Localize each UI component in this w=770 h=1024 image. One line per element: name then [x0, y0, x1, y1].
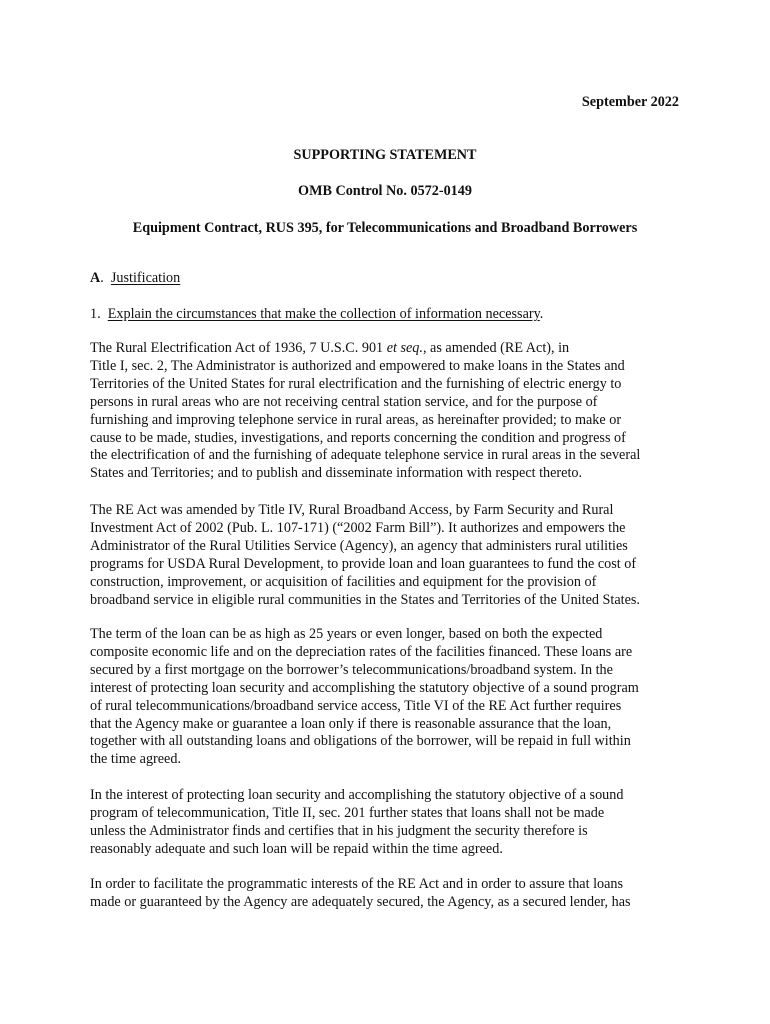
paragraph-line: The Rural Electrification Act of 1936, 7 U.S.C. 901 et seq., as amended (RE Act), in [90, 340, 570, 356]
paragraph-line: States and Territories; and to publish and disseminate information with respect thereto. [90, 465, 583, 482]
paragraph-line: The RE Act was amended by Title IV, Rural Broadband Access, by Farm Security and Rural [90, 502, 614, 518]
item-number: 1. [90, 306, 101, 322]
paragraph-line: The term of the loan can be as high as 25 years or even longer, based on both the expected [90, 626, 603, 642]
paragraph-line: cause to be made, studies, investigations, and reports concerning the condition and progress of [90, 429, 626, 446]
paragraph-line: construction, improvement, or acquisition of facilities and equipment for the provision of [90, 573, 597, 590]
paragraph-3 [90, 626, 690, 769]
paragraph-line: the electrification of and the furnishing of adequate telephone service in rural areas in the several [90, 447, 641, 464]
paragraph-line: persons in rural areas who are not receiving central station service, and for the purpose of [90, 393, 598, 410]
section-heading: A. Justification [90, 270, 181, 286]
paragraph-line: interest of protecting loan security and accomplishing the statutory objective of a sound program [90, 679, 639, 696]
paragraph-line: program of telecommunication, Title II, sec. 201 further states that loans shall not be made [90, 804, 605, 821]
paragraph-line: composite economic life and on the depreciation rates of the facilities financed. These loans are [90, 643, 633, 660]
paragraph-5 [90, 876, 690, 912]
paragraph-line: Administrator of the Rural Utilities Service (Agency), an agency that administers rural utilities [90, 537, 628, 554]
item-heading: 1. Explain the circumstances that make the collection of information necessary. [90, 306, 544, 322]
paragraph-line: Investment Act of 2002 (Pub. L. 107-171) (“2002 Farm Bill”). It authorizes and empowers the [90, 519, 626, 536]
document-subtitle: Equipment Contract, RUS 395, for Telecommunications and Broadband Borrowers [132, 220, 638, 236]
paragraph-line: In order to facilitate the programmatic interests of the RE Act and in order to assure that loans [90, 876, 624, 892]
paragraph-line: made or guaranteed by the Agency are adequately secured, the Agency, as a secured lender, has [90, 893, 631, 910]
paragraph-line: together with all outstanding loans and obligations of the borrower, will be repaid in full within [90, 733, 631, 750]
paragraph-line: furnishing and improving telephone service in rural areas, as hereinafter provided; to make or [90, 411, 622, 428]
document-title: SUPPORTING STATEMENT [293, 147, 477, 163]
omb-control-number: OMB Control No. 0572-0149 [298, 183, 472, 199]
paragraph-4 [90, 787, 690, 859]
paragraph-line: programs for USDA Rural Development, to provide loan and loan guarantees to fund the cost of [90, 555, 637, 572]
item-text: Explain the circumstances that make the collection of information necessary [107, 306, 540, 322]
paragraph-line: Title I, sec. 2, The Administrator is authorized and empowered to make loans in the States and [90, 357, 625, 374]
paragraph-line: secured by a first mortgage on the borrower’s telecommunications/broadband system. In the [90, 661, 613, 678]
paragraph-line: of rural telecommunications/broadband service access, Title VI of the RE Act further requires [90, 697, 622, 714]
document-date: September 2022 [581, 94, 679, 110]
paragraph-1 [90, 340, 690, 483]
paragraph-line: that the Agency make or guarantee a loan only if there is reasonable assurance that the loan, [90, 715, 612, 732]
section-letter: A [90, 270, 101, 286]
paragraph-line: reasonably adequate and such loan will be repaid within the time agreed. [90, 840, 503, 857]
paragraph-line: In the interest of protecting loan security and accomplishing the statutory objective of a sound [90, 787, 624, 803]
paragraph-line: the time agreed. [90, 751, 181, 768]
paragraph-2 [90, 502, 690, 609]
section-label: Justification [110, 270, 181, 286]
paragraph-line: broadband service in eligible rural communities in the States and Territories of the United States. [90, 591, 640, 608]
paragraph-line: unless the Administrator finds and certifies that in his judgment the security therefore is [90, 822, 588, 839]
paragraph-line: Territories of the United States for rural electrification and the furnishing of electric energy to [90, 375, 622, 392]
